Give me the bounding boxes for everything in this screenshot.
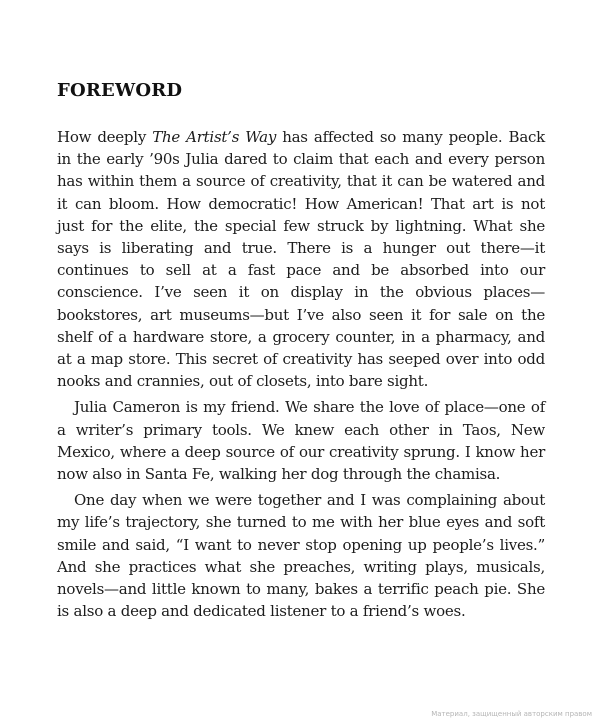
paragraph-1-start: How deeply — [57, 128, 153, 146]
paragraph-1 — [57, 126, 545, 392]
paragraph-1-rest: has affected so many people. Back in the early ’90s Julia dared to claim that each and every person has within them a source of creativity, that it can be watered and it can bloom. How democratic! How American! That art is not just for the elite, the special few struck by lightning. What she says is liberating and true. There is a hunger out there—it continues to sell at a fast pace and be absorbed into our conscience. I’ve seen it on display in the obvious places—bookstores, art museums—but I’ve also seen it for sale on the shelf of a hardware store, a grocery counter, in a pharmacy, and at a map store. This secret of creativity has seeped over into odd nooks and crannies, out of closets, into bare sight. — [57, 128, 546, 391]
paragraph-3: One day when we were together and I was complaining about my life’s trajectory, she turned to me with her blue eyes and soft smile and said, “I want to never stop opening up people’s lives.” And she practices what she preaches, writing plays, musicals, novels—and little known to many, bakes a terrific peach pie. She is also a deep and dedicated listener to a friend’s woes. — [57, 491, 545, 621]
page-body — [57, 80, 545, 622]
book-title: The Artist’s Way — [152, 128, 277, 146]
copyright-watermark: Материал, защищенный авторским правом — [431, 710, 592, 718]
section-heading: FOREWORD — [57, 80, 183, 101]
paragraph-2: Julia Cameron is my friend. We share the love of place—one of a writer’s primary tools. We knew each other in Taos, New Mexico, where a deep source of our creativity sprung. I know her now also in Santa Fe, walking her dog through the chamisa. — [57, 398, 545, 484]
